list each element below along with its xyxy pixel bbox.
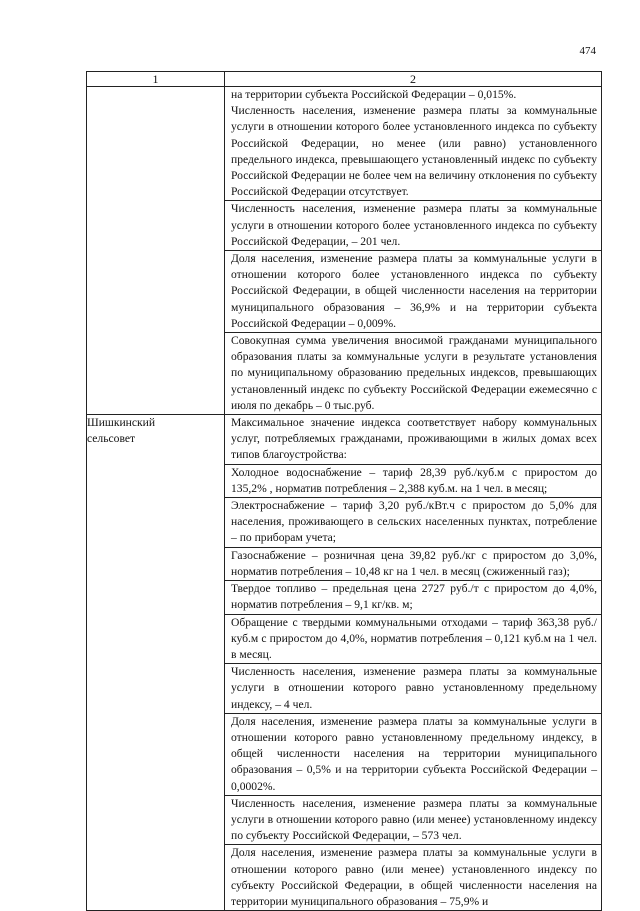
sub-section bbox=[225, 663, 601, 713]
paragraph: Максимальное значение индекса соответствует набору коммунальных услуг, потребляемых гражданами, проживающими в жилых домах всех типов благоустройства: bbox=[231, 416, 597, 462]
municipality-name-line: Шишкинский bbox=[87, 416, 156, 430]
paragraph: Холодное водоснабжение – тариф 28,39 руб./куб.м с приростом до 135,2% , норматив потребления – 2,388 куб.м. на 1 чел. в месяц; bbox=[231, 465, 597, 495]
page-number: 474 bbox=[579, 45, 596, 57]
row-content-cell bbox=[225, 415, 602, 911]
sub-section bbox=[225, 844, 601, 910]
paragraph: Численность населения, изменение размера платы за коммунальные услуги в отношении которого более установленного индекса по субъекту Российской Федерации, но менее (или равно) установленного предельного индекса, превышающего установленный индекс по субъекту Российской Федерации не более чем на величину отклонения по субъекту Российской Федерации отсутствует. bbox=[231, 104, 597, 199]
sub-section bbox=[225, 200, 601, 250]
sub-section bbox=[225, 497, 601, 547]
row-label-cell bbox=[87, 87, 225, 415]
table-header-row bbox=[87, 72, 602, 87]
paragraph: Доля населения, изменение размера платы за коммунальные услуги в отношении которого более установленного индекса по субъекту Российской Федерации, в общей численности населения на территории муниципального образования – 36,9% и на территории субъекта Российской Федерации – 0,009%. bbox=[231, 252, 597, 330]
table-row bbox=[87, 415, 602, 911]
column-header-2: 2 bbox=[225, 72, 602, 87]
paragraph: Совокупная сумма увеличения вносимой гражданами муниципального образования платы за коммунальные услуги в результате установления по муниципальному образованию предельных индексов, превышающих установленный индекс по субъекту Российской Федерации ежемесячно с июля по декабрь – 0 тыс.руб. bbox=[231, 334, 597, 412]
document-table bbox=[86, 71, 602, 911]
row-label-cell bbox=[87, 415, 225, 911]
table-row bbox=[87, 87, 602, 415]
sub-section bbox=[225, 713, 601, 795]
paragraph: Численность населения, изменение размера платы за коммунальные услуги в отношении которого равно установленному предельному индексу, – 4 чел. bbox=[231, 665, 597, 711]
paragraph: Численность населения, изменение размера платы за коммунальные услуги в отношении которого равно (или менее) установленному индексу по субъекту Российской Федерации, – 573 чел. bbox=[231, 796, 597, 843]
paragraph: Газоснабжение – розничная цена 39,82 руб./кг с приростом до 3,0%, норматив потребления – 10,48 кг на 1 чел. в месяц (сжиженный газ); bbox=[231, 548, 597, 578]
column-header-1: 1 bbox=[87, 72, 225, 87]
sub-section bbox=[225, 464, 601, 497]
sub-section bbox=[225, 332, 601, 414]
paragraph: на территории субъекта Российской Федерации – 0,015%. bbox=[231, 88, 517, 101]
sub-section bbox=[225, 250, 601, 332]
paragraph: Твердое топливо – предельная цена 2727 руб./т с приростом до 4,0%, норматив потребления – 9,1 кг/кв. м; bbox=[231, 582, 597, 612]
paragraph: Доля населения, изменение размера платы за коммунальные услуги в отношении которого равно (или менее) установленного индексу по субъекту Российской Федерации, в общей численности населения на территории муниципального образования – 75,9% и bbox=[231, 846, 597, 908]
paragraph: Электроснабжение – тариф 3,20 руб./кВт.ч с приростом до 5,0% для населения, проживающего в сельских населенных пунктах, потребление – по приборам учета; bbox=[231, 499, 597, 545]
paragraph: Доля населения, изменение размера платы за коммунальные услуги в отношении которого равно установленному предельному индексу, в общей численности населения на территории муниципального образования – 0,5% и на территории субъекта Российской Федерации – 0,0002%. bbox=[231, 714, 597, 793]
sub-section bbox=[225, 614, 601, 664]
sub-section bbox=[225, 547, 601, 580]
sub-section bbox=[225, 795, 601, 845]
paragraph: Численность населения, изменение размера платы за коммунальные услуги в отношении которого более установленного индекса по субъекту Российской Федерации, – 201 чел. bbox=[231, 202, 597, 248]
sub-section bbox=[225, 580, 601, 613]
paragraph: Обращение с твердыми коммунальными отходами – тариф 363,38 руб./куб.м с приростом до 4,0%, норматив потребления – 0,121 куб.м на 1 чел. в месяц. bbox=[231, 615, 597, 661]
municipality-name-line: сельсовет bbox=[87, 432, 136, 446]
row-content-cell bbox=[225, 87, 602, 415]
